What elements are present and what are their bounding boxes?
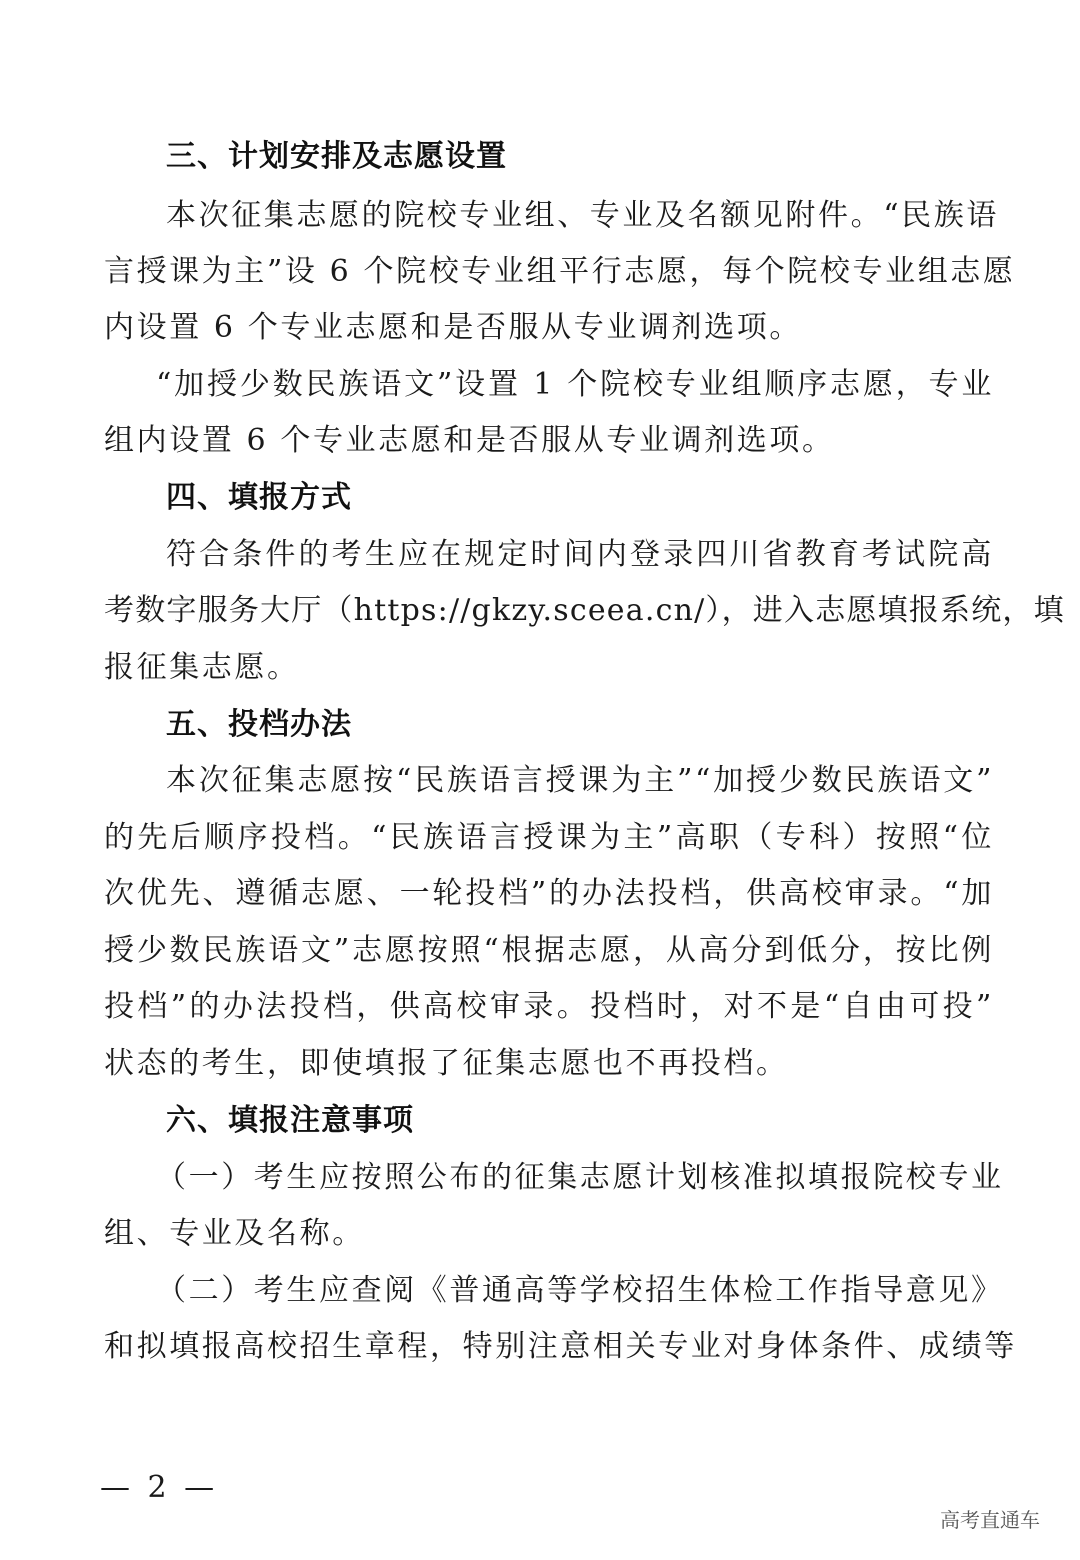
source-watermark: 高考直通车 (940, 1508, 1040, 1532)
paragraph-line: 组、专业及名称。 (104, 1216, 365, 1251)
paragraph-line: 内设置 6 个专业志愿和是否服从专业调剂选项。 (104, 310, 802, 345)
paragraph-line: 符合条件的考生应在规定时间内登录四川省教育考试院高 (166, 537, 994, 572)
paragraph-line: 言授课为主”设 6 个院校专业组平行志愿，每个院校专业组志愿 (104, 254, 1016, 289)
paragraph-line: 的先后顺序投档。“民族语言授课为主”高职（专科）按照“位 (104, 820, 994, 855)
paragraph-line: 和拟填报高校招生章程，特别注意相关专业对身体条件、成绩等 (104, 1329, 1017, 1364)
paragraph-line: 次优先、遵循志愿、一轮投档”的办法投档，供高校审录。“加 (104, 876, 994, 911)
paragraph-line: 报征集志愿。 (104, 650, 300, 685)
paragraph-line: 本次征集志愿的院校专业组、专业及名额见附件。“民族语 (166, 198, 999, 233)
paragraph-line-with-url: 考数字服务大厅（https://gkzy.sceea.cn/），进入志愿填报系统，填 (104, 593, 1065, 628)
paragraph-line: 投档”的办法投档，供高校审录。投档时，对不是“自由可投” (104, 989, 994, 1024)
section-heading-4: 四、填报方式 (166, 480, 352, 515)
paragraph-line: （二）考生应查阅《普通高等学校招生体检工作指导意见》 (156, 1273, 1004, 1308)
paragraph-line: “加授少数民族语文”设置 1 个院校专业组顺序志愿，专业 (156, 367, 994, 402)
section-heading-3: 三、计划安排及志愿设置 (166, 139, 507, 174)
paragraph-line: 状态的考生，即使填报了征集志愿也不再投档。 (104, 1046, 789, 1081)
paragraph-line: （一）考生应按照公布的征集志愿计划核准拟填报院校专业 (156, 1160, 1004, 1195)
paragraph-line: 本次征集志愿按“民族语言授课为主”“加授少数民族语文” (166, 763, 994, 798)
paragraph-line: 组内设置 6 个专业志愿和是否服从专业调剂选项。 (104, 423, 835, 458)
paragraph-line: 授少数民族语文”志愿按照“根据志愿，从高分到低分，按比例 (104, 933, 994, 968)
section-heading-5: 五、投档办法 (166, 707, 352, 742)
section-heading-6: 六、填报注意事项 (166, 1103, 414, 1138)
page-number: — 2 — (100, 1470, 219, 1505)
